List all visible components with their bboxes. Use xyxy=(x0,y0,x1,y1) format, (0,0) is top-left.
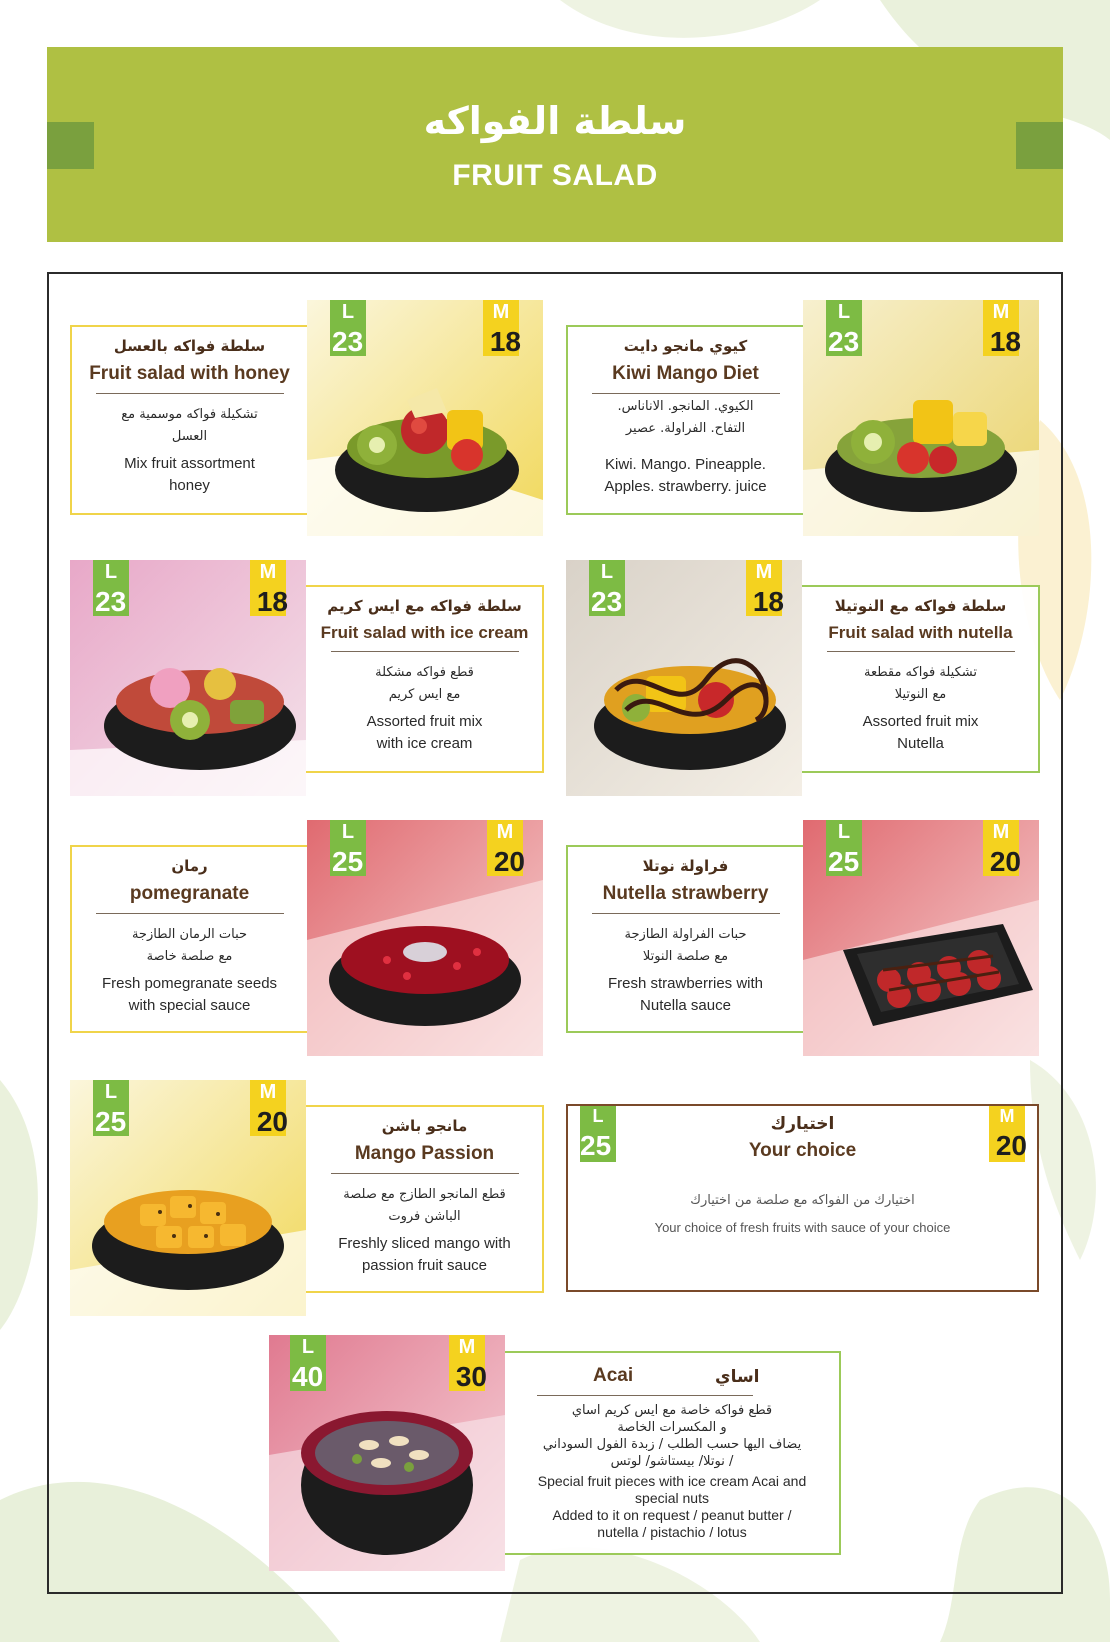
size-label-medium: M xyxy=(458,1336,476,1358)
price-large: 25 xyxy=(95,1106,127,1137)
price-large: 23 xyxy=(332,326,364,357)
item-name-english: Acai xyxy=(593,1365,634,1386)
item-name-arabic: سلطة فواكه مع النوتيلا xyxy=(834,597,1007,615)
price-large-badge xyxy=(580,1106,616,1162)
item-desc-english-line2: Nutella xyxy=(897,735,944,752)
item-name-english: pomegranate xyxy=(129,883,250,904)
page-title-english: FRUIT SALAD xyxy=(452,159,658,192)
price-large-badge xyxy=(330,300,366,356)
price-large-badge xyxy=(826,300,862,356)
divider xyxy=(592,913,780,914)
divider xyxy=(96,913,284,914)
price-medium: 20 xyxy=(493,846,525,877)
item-desc-english-line2: Nutella sauce xyxy=(640,997,731,1014)
item-desc-arabic: اختيارك من الفواكه مع صلصة من اختيارك xyxy=(690,1193,915,1208)
price-medium-badge xyxy=(983,820,1019,876)
price-large-badge xyxy=(826,820,862,876)
item-desc-arabic-line2: الباشن فروت xyxy=(388,1209,461,1224)
item-desc-english-line3: Added to it on request / peanut butter / xyxy=(552,1507,792,1523)
price-medium: 20 xyxy=(995,1130,1027,1161)
item-name-english: Fruit salad with nutella xyxy=(828,623,1013,642)
item-name-english: Nutella strawberry xyxy=(602,883,769,904)
divider xyxy=(827,651,1015,652)
price-large: 23 xyxy=(828,326,860,357)
price-medium-badge xyxy=(989,1106,1025,1162)
menu-item-text xyxy=(70,845,307,1033)
item-desc-arabic-line2: التفاح. الفراولة. عصير xyxy=(625,421,746,436)
item-desc-arabic-line1: قطع فواكه خاصة مع ايس كريم اساي xyxy=(571,1403,773,1418)
item-desc-arabic-line2: مع صلصة النوتلا xyxy=(642,949,729,964)
item-desc-arabic-line1: حبات الفراولة الطازجة xyxy=(624,927,747,942)
item-desc-arabic-line1: حبات الرمان الطازجة xyxy=(131,927,248,942)
item-desc-arabic-line1: تشكيلة فواكه موسمية مع xyxy=(121,407,258,422)
size-label-medium: M xyxy=(999,1106,1015,1126)
item-desc-arabic-line1: قطع المانجو الطازج مع صلصة xyxy=(343,1187,506,1202)
menu-item-text xyxy=(307,585,544,773)
size-label-large: L xyxy=(592,1106,604,1126)
item-name-arabic: سلطة فواكه بالعسل xyxy=(113,337,266,355)
size-label-large: L xyxy=(104,561,118,583)
price-medium: 20 xyxy=(989,846,1021,877)
item-desc-arabic-line2: مع ايس كريم xyxy=(388,687,461,702)
item-name-arabic: سلطة فواكه مع ايس كريم xyxy=(327,597,522,615)
price-medium-badge xyxy=(250,1080,286,1136)
item-name-arabic: كيوي مانجو دايت xyxy=(623,337,748,355)
item-desc-english-line1: Mix fruit assortment xyxy=(124,455,255,472)
item-name-arabic: فراولة نوتلا xyxy=(642,857,729,875)
item-desc-arabic-line1: قطع فواكه مشكلة xyxy=(375,665,474,680)
size-label-medium: M xyxy=(259,1081,277,1103)
price-large-badge xyxy=(93,1080,129,1136)
item-name-arabic: مانجو باشن xyxy=(381,1117,468,1135)
price-medium-badge xyxy=(449,1335,485,1391)
item-desc-english-line1: Assorted fruit mix xyxy=(366,713,483,730)
item-desc-english-line1: Special fruit pieces with ice cream Acai and xyxy=(537,1473,807,1489)
divider xyxy=(331,651,519,652)
item-desc-english-line1: Freshly sliced mango with xyxy=(338,1235,511,1252)
item-name-english: Fruit salad with honey xyxy=(89,363,290,384)
item-desc-arabic-line3: يضاف اليها حسب الطلب / زبدة الفول السوداني xyxy=(542,1437,802,1452)
size-label-medium: M xyxy=(992,821,1010,843)
size-label-large: L xyxy=(837,821,851,843)
divider xyxy=(537,1395,753,1396)
item-desc-arabic-line4: / نوتلا/ بيستاشو/ لوتس xyxy=(610,1454,734,1469)
divider xyxy=(96,393,284,394)
item-desc-english-line1: Fresh pomegranate seeds xyxy=(101,975,278,992)
menu-item-text xyxy=(566,845,803,1033)
item-desc-english-line2: special nuts xyxy=(635,1490,709,1506)
price-medium-badge xyxy=(487,820,523,876)
price-large: 25 xyxy=(332,846,364,877)
price-medium-badge xyxy=(983,300,1019,356)
size-label-large: L xyxy=(341,301,355,323)
item-name-english: Fruit salad with ice cream xyxy=(320,623,529,642)
item-desc-english: Your choice of fresh fruits with sauce of your choice xyxy=(654,1220,951,1235)
your-choice-card xyxy=(566,1104,1039,1292)
item-desc-arabic-line2: مع النوتيلا xyxy=(894,687,947,702)
price-medium-badge xyxy=(483,300,519,356)
item-desc-arabic-line1: تشكيلة فواكه مقطعة xyxy=(863,665,977,680)
item-desc-english-line2: with ice cream xyxy=(376,735,473,752)
item-name-english: Your choice xyxy=(748,1140,857,1161)
size-label-medium: M xyxy=(496,821,514,843)
price-large: 40 xyxy=(292,1361,324,1392)
price-large: 25 xyxy=(828,846,860,877)
price-medium: 18 xyxy=(256,586,288,617)
item-desc-english-line2: Apples. strawberry. juice xyxy=(604,478,767,495)
price-large-badge xyxy=(290,1335,326,1391)
size-label-medium: M xyxy=(992,301,1010,323)
divider xyxy=(592,393,780,394)
divider xyxy=(331,1173,519,1174)
item-desc-english-line2: with special sauce xyxy=(128,997,251,1014)
size-label-large: L xyxy=(341,821,355,843)
price-large-badge xyxy=(93,560,129,616)
price-medium: 30 xyxy=(455,1361,487,1392)
menu-item-text xyxy=(566,325,803,515)
item-desc-arabic-line2: مع صلصة خاصة xyxy=(146,949,233,964)
size-label-medium: M xyxy=(755,561,773,583)
size-label-medium: M xyxy=(259,561,277,583)
item-name-arabic: اساي xyxy=(715,1367,760,1387)
price-large-badge xyxy=(589,560,625,616)
item-desc-english-line1: Assorted fruit mix xyxy=(862,713,979,730)
item-desc-arabic-line2: العسل xyxy=(171,429,208,444)
price-medium: 18 xyxy=(752,586,784,617)
price-medium: 18 xyxy=(989,326,1021,357)
price-medium-badge xyxy=(746,560,782,616)
item-name-english: Kiwi Mango Diet xyxy=(612,363,759,384)
menu-item-text xyxy=(307,1105,544,1293)
menu-header-banner xyxy=(47,47,1063,242)
menu-item-text xyxy=(803,585,1040,773)
price-medium: 20 xyxy=(256,1106,288,1137)
price-large-badge xyxy=(330,820,366,876)
item-desc-arabic-line1: الكيوي. المانجو. الاناناس. xyxy=(617,399,754,414)
size-label-large: L xyxy=(104,1081,118,1103)
price-large: 23 xyxy=(591,586,623,617)
menu-item-text xyxy=(505,1351,841,1555)
item-name-arabic: رمان xyxy=(171,857,208,875)
price-large: 23 xyxy=(95,586,127,617)
page-title-arabic: سلطة الفواكه xyxy=(423,99,687,143)
size-label-large: L xyxy=(600,561,614,583)
item-name-arabic: اختيارك xyxy=(770,1114,835,1134)
item-desc-english-line4: nutella / pistachio / lotus xyxy=(597,1524,747,1540)
size-label-large: L xyxy=(837,301,851,323)
item-desc-english-line1: Kiwi. Mango. Pineapple. xyxy=(605,456,766,473)
price-medium: 18 xyxy=(489,326,521,357)
price-medium-badge xyxy=(250,560,286,616)
item-desc-english-line2: honey xyxy=(169,477,210,494)
size-label-medium: M xyxy=(492,301,510,323)
item-name-english: Mango Passion xyxy=(354,1143,495,1164)
item-desc-english-line2: passion fruit sauce xyxy=(361,1257,488,1274)
size-label-large: L xyxy=(301,1336,315,1358)
item-desc-english-line1: Fresh strawberries with xyxy=(607,975,764,992)
item-desc-arabic-line2: و المكسرات الخاصة xyxy=(617,1420,727,1435)
menu-item-text xyxy=(70,325,307,515)
price-large: 25 xyxy=(580,1130,612,1161)
